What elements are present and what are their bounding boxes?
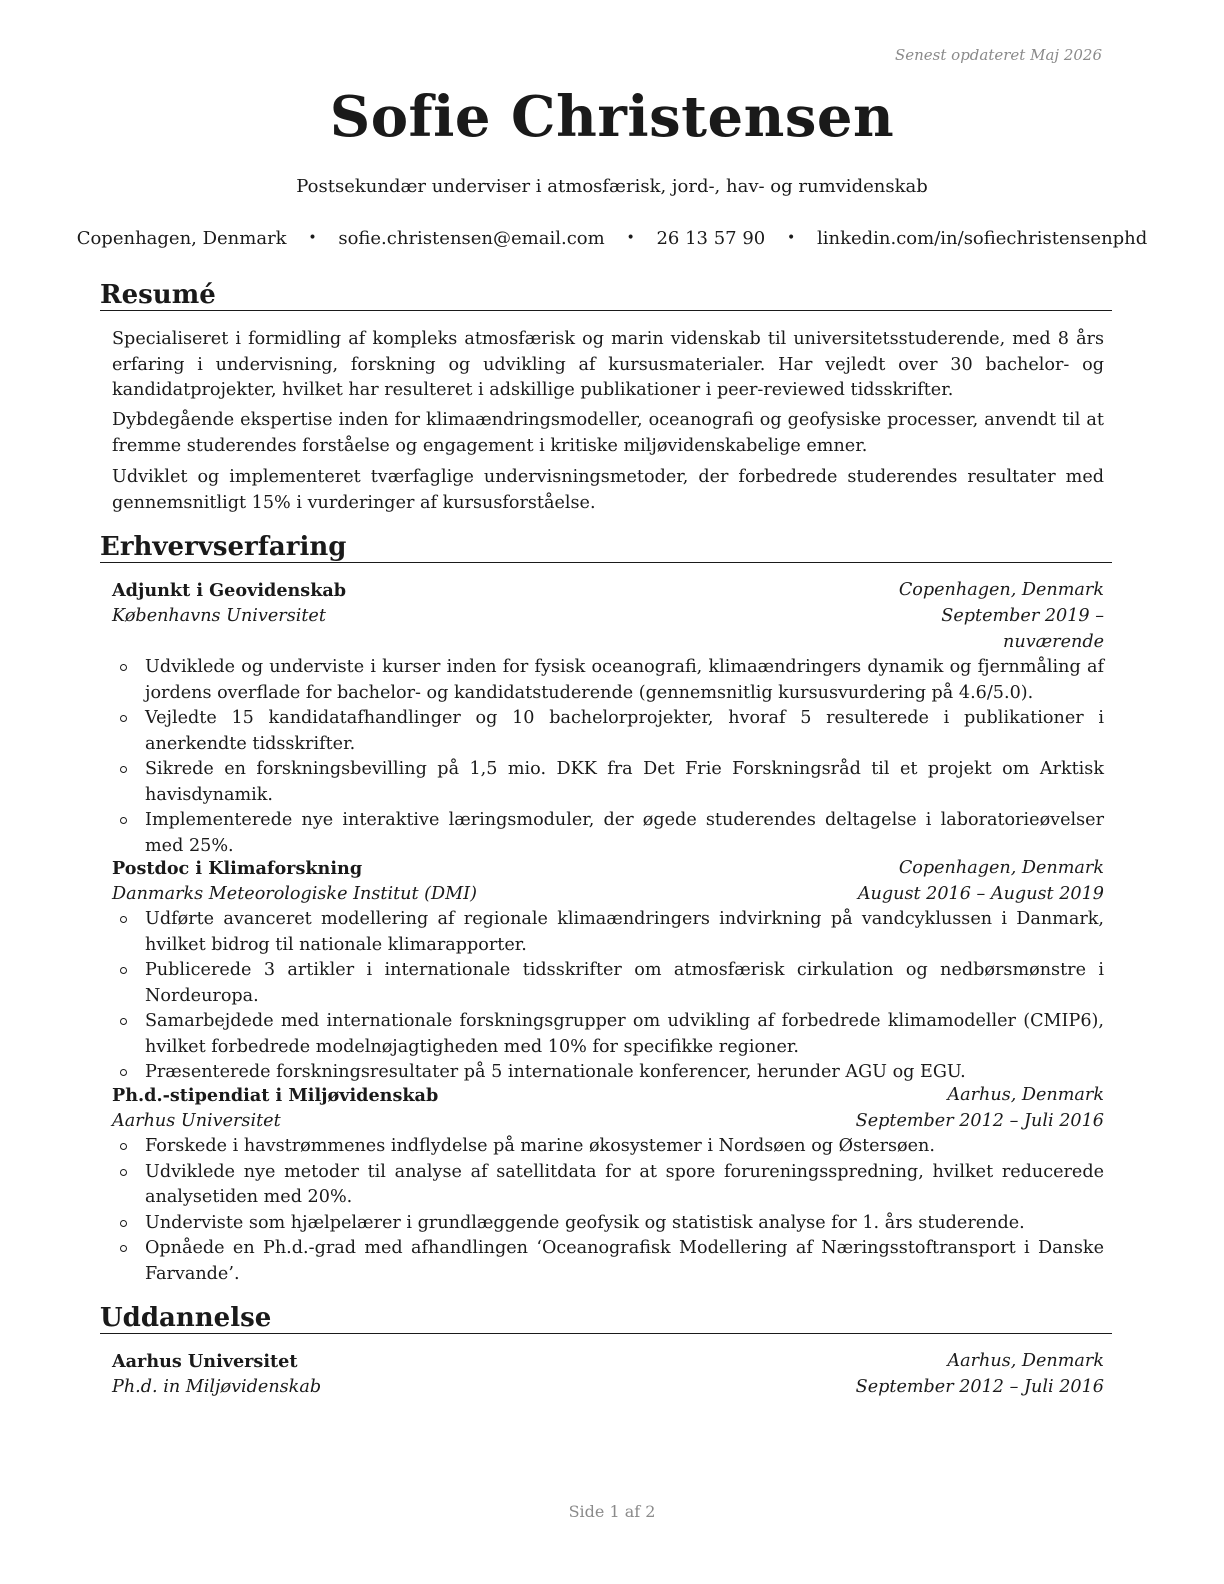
list-item: Samarbejdede med internationale forskningsgrupper om udvikling af forbedrede klimamodeller (CMIP6), hvilket forbedrede modelnøjagtigheden med 10% for specifikke regioner.	[112, 1009, 1104, 1060]
education-degree: Ph.d. in Miljøvidenskab	[112, 1377, 322, 1397]
summary-paragraph: Udviklet og implementeret tværfaglige undervisningsmetoder, der forbedrede studerendes resultater med gennemsnitligt 15% i vurderinger af kursusforståelse.	[112, 467, 1104, 513]
bullet-separator: •	[626, 230, 635, 246]
list-item: Publicerede 3 artikler i internationale tidsskrifter om atmosfærisk cirkulation og nedbørsmønstre i Nordeuropa.	[112, 958, 1104, 1009]
job-role: Adjunkt i Geovidenskab	[112, 580, 347, 601]
bullet-icon	[120, 1245, 127, 1252]
contact-line	[0, 228, 1224, 249]
contact-location: Copenhagen, Denmark	[76, 228, 287, 249]
list-item: Forskede i havstrømmenes indflydelse på marine økosystemer i Nordsøen og Østersøen.	[112, 1134, 1104, 1160]
bullet-separator: •	[308, 230, 317, 246]
job-org: Københavns Universitet	[112, 606, 326, 626]
bullet-icon	[120, 664, 127, 671]
bullet-icon	[120, 1220, 127, 1227]
section-title-experience: Erhvervserfaring	[100, 532, 1112, 563]
job-dates: September 2012 – Juli 2016	[855, 1111, 1104, 1131]
bullet-icon	[120, 1169, 127, 1176]
summary-paragraph: Specialiseret i formidling af kompleks atmosfærisk og marin videnskab til universitetsstuderende, med 8 års erfaring i undervisning, forskning og udvikling af kursusmaterialer. Har vejledt over 30 bachelor- og kandidatprojekter, hvilket har resulteret i adskillige publikationer i peer-reviewed tidsskrifter.	[112, 329, 1104, 400]
job-dates: August 2016 – August 2019	[857, 884, 1104, 904]
last-updated: Senest opdateret Maj 2026	[894, 46, 1102, 64]
section-title-summary: Resumé	[100, 280, 1112, 311]
job-role: Ph.d.-stipendiat i Miljøvidenskab	[112, 1085, 439, 1106]
list-item: Udførte avanceret modellering af regionale klimaændringers indvirkning på vandcyklussen i Danmark, hvilket bidrog til nationale klimarapporter.	[112, 907, 1104, 958]
list-item: Udviklede og underviste i kurser inden for fysisk oceanografi, klimaændringers dynamik og fjernmåling af jordens overflade for bachelor- og kandidatstuderende (gennemsnitlig kursusvurdering på 4.6/5.0).	[112, 655, 1104, 706]
list-item: Opnåede en Ph.d.-grad med afhandlingen ‘Oceanografisk Modellering af Næringsstoftransport i Danske Farvande’.	[112, 1236, 1104, 1287]
contact-linkedin[interactable]: linkedin.com/in/sofiechristensenphd	[816, 228, 1148, 249]
list-item: Præsenterede forskningsresultater på 5 internationale konferencer, herunder AGU og EGU.	[112, 1060, 1104, 1086]
section-title-education: Uddannelse	[100, 1303, 1112, 1334]
bullet-icon	[120, 766, 127, 773]
list-item: Vejledte 15 kandidatafhandlinger og 10 bachelorprojekter, hvoraf 5 resulterede i publikationer i anerkendte tidsskrifter.	[112, 706, 1104, 757]
bullet-icon	[120, 1018, 127, 1025]
education-dates: September 2012 – Juli 2016	[855, 1377, 1104, 1397]
bullet-icon	[120, 916, 127, 923]
job-location: Copenhagen, Denmark	[898, 580, 1104, 600]
education-location: Aarhus, Denmark	[947, 1351, 1104, 1371]
person-name: Sofie Christensen	[329, 84, 895, 150]
job-role: Postdoc i Klimaforskning	[112, 858, 363, 879]
bullet-icon	[120, 967, 127, 974]
job-bullets	[112, 655, 1104, 859]
headline: Postsekundær underviser i atmosfærisk, jord-, hav- og rumvidenskab	[296, 176, 928, 197]
bullet-icon	[120, 715, 127, 722]
summary-paragraph: Dybdegående ekspertise inden for klimaændringsmodeller, oceanografi og geofysiske processer, anvendt til at fremme studerendes forståelse og engagement i kritiske miljøvidenskabelige emner.	[112, 410, 1104, 456]
education-school: Aarhus Universitet	[112, 1351, 298, 1372]
contact-email[interactable]: sofie.christensen@email.com	[338, 228, 605, 249]
list-item: Sikrede en forskningsbevilling på 1,5 mio. DKK fra Det Frie Forskningsråd til et projekt om Arktisk havisdynamik.	[112, 757, 1104, 808]
bullet-icon	[120, 1143, 127, 1150]
page-number: Side 1 af 2	[568, 1502, 656, 1521]
job-org: Aarhus Universitet	[112, 1111, 281, 1131]
bullet-separator: •	[786, 230, 796, 246]
job-org: Danmarks Meteorologiske Institut (DMI)	[112, 884, 477, 904]
job-location: Aarhus, Denmark	[947, 1085, 1104, 1105]
bullet-icon	[120, 1069, 127, 1076]
job-bullets	[112, 1134, 1104, 1287]
job-bullets	[112, 907, 1104, 1086]
contact-phone: 26 13 57 90	[656, 228, 766, 249]
job-dates: September 2019 – nuværende	[941, 606, 1104, 652]
list-item: Underviste som hjælpelærer i grundlæggende geofysik og statistisk analyse for 1. års studerende.	[112, 1211, 1104, 1237]
list-item: Udviklede nye metoder til analyse af satellitdata for at spore forureningsspredning, hvilket reducerede analysetiden med 20%.	[112, 1160, 1104, 1211]
bullet-icon	[120, 817, 127, 824]
job-location: Copenhagen, Denmark	[898, 858, 1104, 878]
list-item: Implementerede nye interaktive læringsmoduler, der øgede studerendes deltagelse i laboratorieøvelser med 25%.	[112, 808, 1104, 859]
